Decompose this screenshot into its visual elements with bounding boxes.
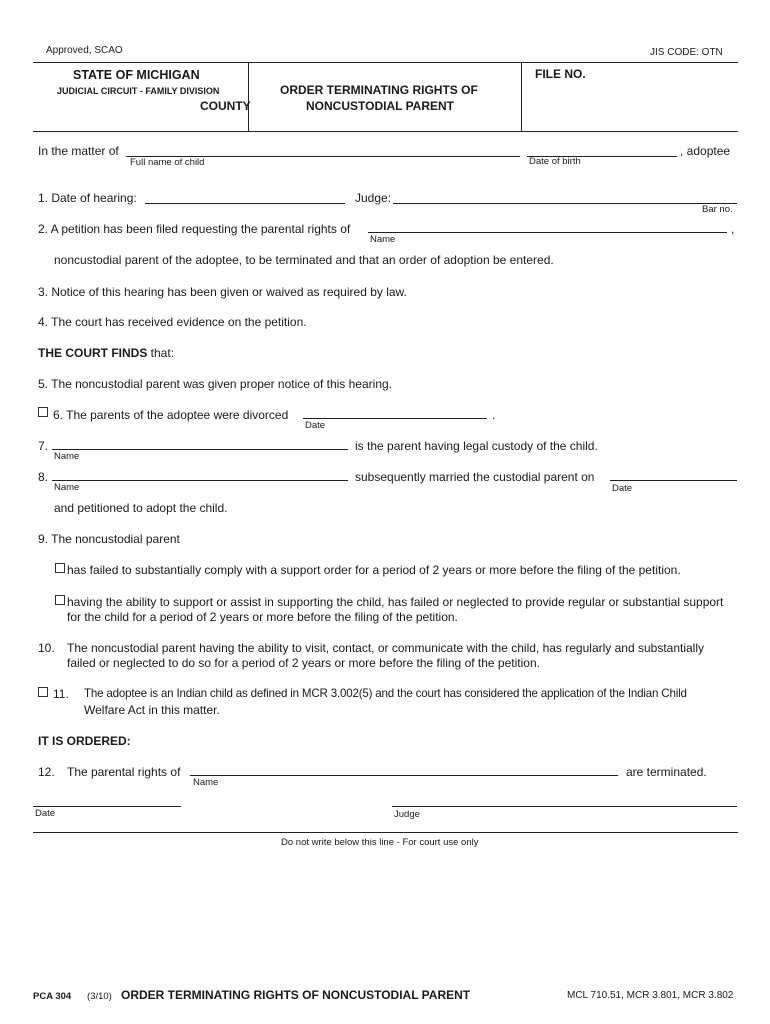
- item-6-text: 6. The parents of the adoptee were divorced: [53, 408, 289, 422]
- item-12-name-caption: Name: [193, 777, 219, 788]
- item-3: 3. Notice of this hearing has been given or waived as required by law.: [38, 285, 407, 299]
- item-9a-text: has failed to substantially comply with a support order for a period of 2 years or more before the filing of the petition.: [67, 563, 681, 577]
- matter-prefix: In the matter of: [38, 144, 119, 158]
- item-7-text: is the parent having legal custody of the child.: [355, 439, 598, 453]
- item-2-text: 2. A petition has been filed requesting the parental rights of: [38, 222, 351, 236]
- it-is-ordered-heading: IT IS ORDERED:: [38, 734, 131, 748]
- signature-date-field[interactable]: [33, 806, 181, 807]
- judge-field[interactable]: [393, 203, 737, 204]
- court-use-rule: [33, 832, 738, 833]
- judge-label: Judge:: [355, 191, 392, 205]
- item-11-number: 11.: [53, 687, 69, 701]
- item-12-text: The parental rights of: [67, 765, 181, 779]
- item-11-line2: Welfare Act in this matter.: [84, 703, 220, 717]
- header-bottom-rule: [33, 131, 738, 132]
- file-no-label: FILE NO.: [535, 67, 586, 81]
- stepparent-name-field[interactable]: [52, 480, 348, 481]
- item-8-number: 8.: [38, 470, 49, 484]
- item-9b-line1: having the ability to support or assist in supporting the child, has failed or neglected to provide regular or substantial support: [67, 595, 724, 609]
- item-8-continuation: and petitioned to adopt the child.: [54, 501, 228, 515]
- item-12-end: are terminated.: [626, 765, 707, 779]
- item-8-name-caption: Name: [54, 482, 80, 493]
- form-title-line2: NONCUSTODIAL PARENT: [306, 99, 455, 113]
- header-divider-left: [248, 62, 249, 131]
- court-use-notice: Do not write below this line - For court use only: [281, 837, 479, 848]
- judge-signature-caption: Judge: [394, 809, 420, 820]
- item-11-checkbox[interactable]: [38, 687, 48, 697]
- item-8-text: subsequently married the custodial parent on: [355, 470, 595, 484]
- terminated-parent-name-field[interactable]: [190, 775, 618, 776]
- item-9b-checkbox[interactable]: [55, 595, 65, 605]
- item-7-number: 7.: [38, 439, 49, 453]
- divorce-date-caption: Date: [305, 420, 326, 431]
- item-12-number: 12.: [38, 765, 55, 779]
- item-10-number: 10.: [38, 641, 55, 655]
- county-label: COUNTY: [200, 99, 251, 113]
- hearing-date-field[interactable]: [145, 203, 345, 204]
- item-11-line1: The adoptee is an Indian child as defined in MCR 3.002(5) and the court has considered the application of the Indian Child: [84, 687, 687, 700]
- state-name: STATE OF MICHIGAN: [73, 68, 200, 82]
- item-2-name-caption: Name: [370, 234, 396, 245]
- form-revision: (3/10): [87, 991, 112, 1002]
- child-name-caption: Full name of child: [130, 157, 205, 168]
- footer-title: ORDER TERMINATING RIGHTS OF NONCUSTODIAL PARENT: [121, 988, 471, 1002]
- header-top-rule: [33, 62, 738, 63]
- adoptee-suffix: , adoptee: [680, 144, 731, 158]
- divorce-date-field[interactable]: [303, 418, 487, 419]
- form-title-line1: ORDER TERMINATING RIGHTS OF: [280, 83, 478, 97]
- circuit-label: JUDICIAL CIRCUIT - FAMILY DIVISION: [57, 86, 220, 96]
- footer-citations: MCL 710.51, MCR 3.801, MCR 3.802: [567, 990, 734, 1001]
- judge-signature-field[interactable]: [392, 806, 737, 807]
- item-9b-line2: for the child for a period of 2 years or more before the filing of the petition.: [67, 610, 458, 624]
- approved-label: Approved, SCAO: [46, 45, 123, 56]
- item-6-period: .: [492, 408, 496, 422]
- marriage-date-field[interactable]: [610, 480, 737, 481]
- court-finds-heading: THE COURT FINDS that:: [38, 346, 175, 360]
- header-divider-right: [521, 62, 522, 131]
- item-9: 9. The noncustodial parent: [38, 532, 180, 546]
- item-9a-checkbox[interactable]: [55, 563, 65, 573]
- item-4: 4. The court has received evidence on the petition.: [38, 315, 307, 329]
- jis-code-label: JIS CODE: OTN: [650, 47, 723, 58]
- item-5: 5. The noncustodial parent was given proper notice of this hearing.: [38, 377, 392, 391]
- dob-caption: Date of birth: [529, 156, 581, 167]
- item-2-comma: ,: [731, 222, 735, 236]
- form-id: PCA 304: [33, 991, 72, 1002]
- item-8-date-caption: Date: [612, 483, 633, 494]
- item-7-name-caption: Name: [54, 451, 80, 462]
- parent-name-field[interactable]: [368, 232, 727, 233]
- item-1-label: 1. Date of hearing:: [38, 191, 137, 205]
- item-2-continuation: noncustodial parent of the adoptee, to be terminated and that an order of adoption be entered.: [54, 253, 554, 267]
- item-10-line2: failed or neglected to do so for a period of 2 years or more before the filing of the petition.: [67, 656, 540, 670]
- bar-no-caption: Bar no.: [702, 204, 733, 215]
- item-10-line1: The noncustodial parent having the ability to visit, contact, or communicate with the child, has regularly and substantially: [67, 641, 705, 655]
- item-6-checkbox[interactable]: [38, 407, 48, 417]
- signature-date-caption: Date: [35, 808, 56, 819]
- custodial-parent-name-field[interactable]: [52, 449, 348, 450]
